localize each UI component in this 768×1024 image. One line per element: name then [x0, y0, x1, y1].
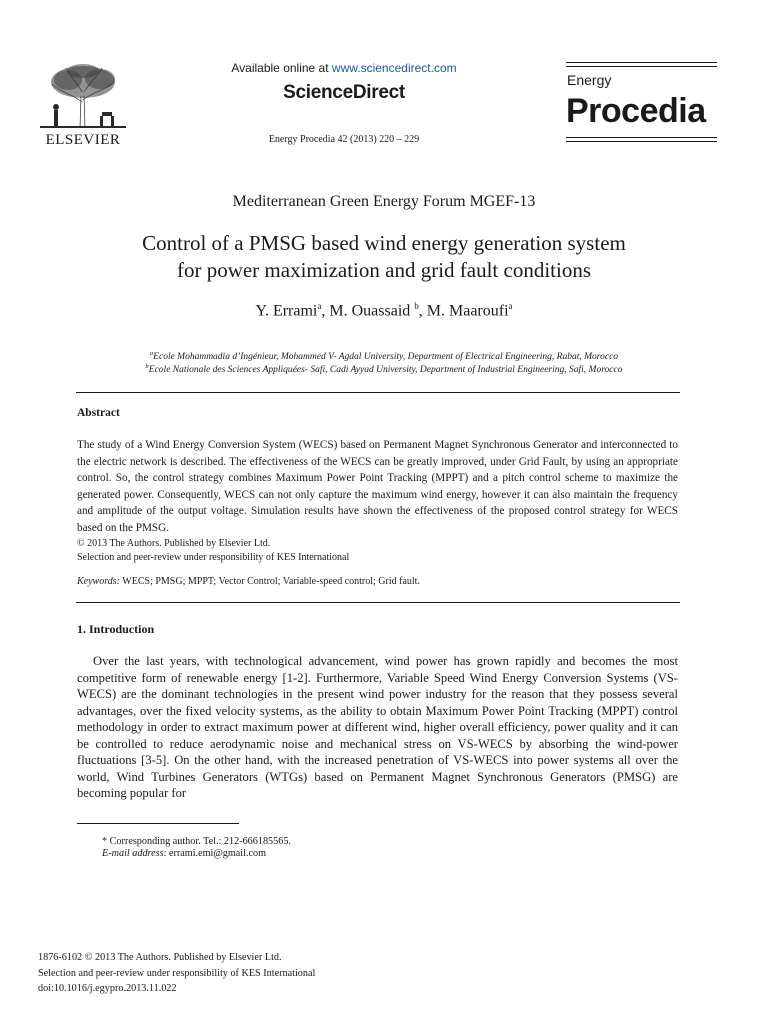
abstract-top-rule [76, 392, 680, 393]
journal-rule-bottom-1 [566, 137, 717, 138]
author-list [0, 301, 768, 320]
bottom-peer-review-line: Selection and peer-review under responsibility of KES International [38, 968, 316, 979]
email-value: : errami.emi@gmail.com [163, 848, 267, 859]
sciencedirect-link[interactable]: www.sciencedirect.com [331, 61, 457, 75]
abstract-heading: Abstract [77, 407, 120, 419]
author-separator: , [418, 302, 427, 320]
forum-name: Mediterranean Green Energy Forum MGEF-13 [232, 193, 536, 210]
doi-line: doi:10.1016/j.egypro.2013.11.022 [38, 983, 177, 994]
journal-rule-top-2 [566, 66, 717, 67]
affiliation-mark: b [145, 363, 149, 370]
journal-citation: Energy Procedia 42 (2013) 220 – 229 [268, 134, 420, 145]
publisher-name: ELSEVIER [45, 132, 121, 148]
paper-title [60, 230, 708, 284]
journal-name-small: Energy [567, 72, 612, 88]
footnote-rule [77, 823, 239, 824]
paper-title-line-2: for power maximization and grid fault conditions [176, 258, 592, 282]
availability-prefix: Available online at [231, 61, 332, 75]
introduction-paragraph: Over the last years, with technological advancement, wind power has grown rapidly and becomes the most competitive form of renewable energy [1-2]. Furthermore, Variable Speed Wind Energy Conversion Systems (VS-WECS) are the dominant technologies in the present wind power industry for the reason that they possess several advantages, over the fixed velocity systems, as the ability to obtain Maximum Power Point Tracking (MPPT) control methodology in order to extract maximum power at different wind, higher overall efficiency, power quality and it can be controlled to reduce aerodynamic noise and mechanical stress on VS-WECS by absorbing the wind-power fluctuations [3-5]. On the other hand, with the increased penetration of VS-WECS into power systems all over the world, Wind Turbines Generators (WTGs) based on Permanent Magnet Synchronous Generators (PMSG) are becoming popular for [77, 654, 678, 800]
journal-rule-bottom-2 [566, 141, 717, 142]
affiliation-text: Ecole Nationale des Sciences Appliquées- Safi, Cadi Ayyad University, Department of Industrial Engineering, Safi, Morocco [148, 365, 623, 376]
keywords-line [77, 576, 420, 587]
paper-title-line-1: Control of a PMSG based wind energy generation system [142, 231, 626, 255]
affiliation-mark: a [149, 350, 154, 357]
author-name: Y. Errami [255, 302, 318, 320]
journal-rule-top-1 [566, 62, 717, 63]
sciencedirect-wordmark: ScienceDirect [283, 82, 405, 103]
footnote-corresponding-author: * Corresponding author. Tel.: 212-666185565. [102, 836, 291, 847]
author-name: M. Ouassaid [329, 302, 415, 320]
issn-copyright-line: 1876-6102 © 2013 The Authors. Published by Elsevier Ltd. [38, 952, 282, 963]
abstract-copyright: © 2013 The Authors. Published by Elsevier Ltd. [77, 538, 271, 549]
author-name: M. Maaroufi [426, 302, 509, 320]
affiliation-b [0, 363, 768, 375]
footnote-email [102, 848, 266, 859]
availability-line [180, 61, 508, 75]
affiliation-a [0, 350, 768, 362]
author-affil-mark: b [414, 301, 419, 311]
abstract-body: The study of a Wind Energy Conversion System (WECS) based on Permanent Magnet Synchronous Generator and interconnected to the electric network is described. The effectiveness of the WECS can be greatly improved, under Grid Fault, by using an appropriate control. So, the control strategy combines Maximum Power Point Tracking (MPPT) and a pitch control scheme to maximize the generated power. Consequently, WECS can not only capture the maximum wind energy, however it can also maintain the frequency and amplitude of the output voltage. Simulation results have shown the effectiveness of the proposed control strategy for WECS based on the PMSG. [77, 439, 678, 534]
abstract-peer-review: Selection and peer-review under responsibility of KES International [77, 552, 350, 563]
email-label: E-mail address [102, 848, 164, 859]
elsevier-tree-logo-icon [40, 62, 126, 132]
keywords-label: Keywords: [77, 576, 120, 587]
affiliation-text: Ecole Mohammadia d’Ingénieur, Mohammed V- Agdal University, Department of Electrical Engineering, Rabat, Morocco [153, 352, 619, 363]
section-heading-introduction: 1. Introduction [77, 622, 155, 636]
keywords-list: WECS; PMSG; MPPT; Vector Control; Variable-speed control; Grid fault. [119, 576, 420, 587]
author-separator: , [321, 302, 330, 320]
author-affil-mark: a [508, 301, 513, 311]
abstract-bottom-rule [76, 602, 680, 603]
author-affil-mark: a [317, 301, 322, 311]
journal-name-large: Procedia [566, 92, 706, 130]
